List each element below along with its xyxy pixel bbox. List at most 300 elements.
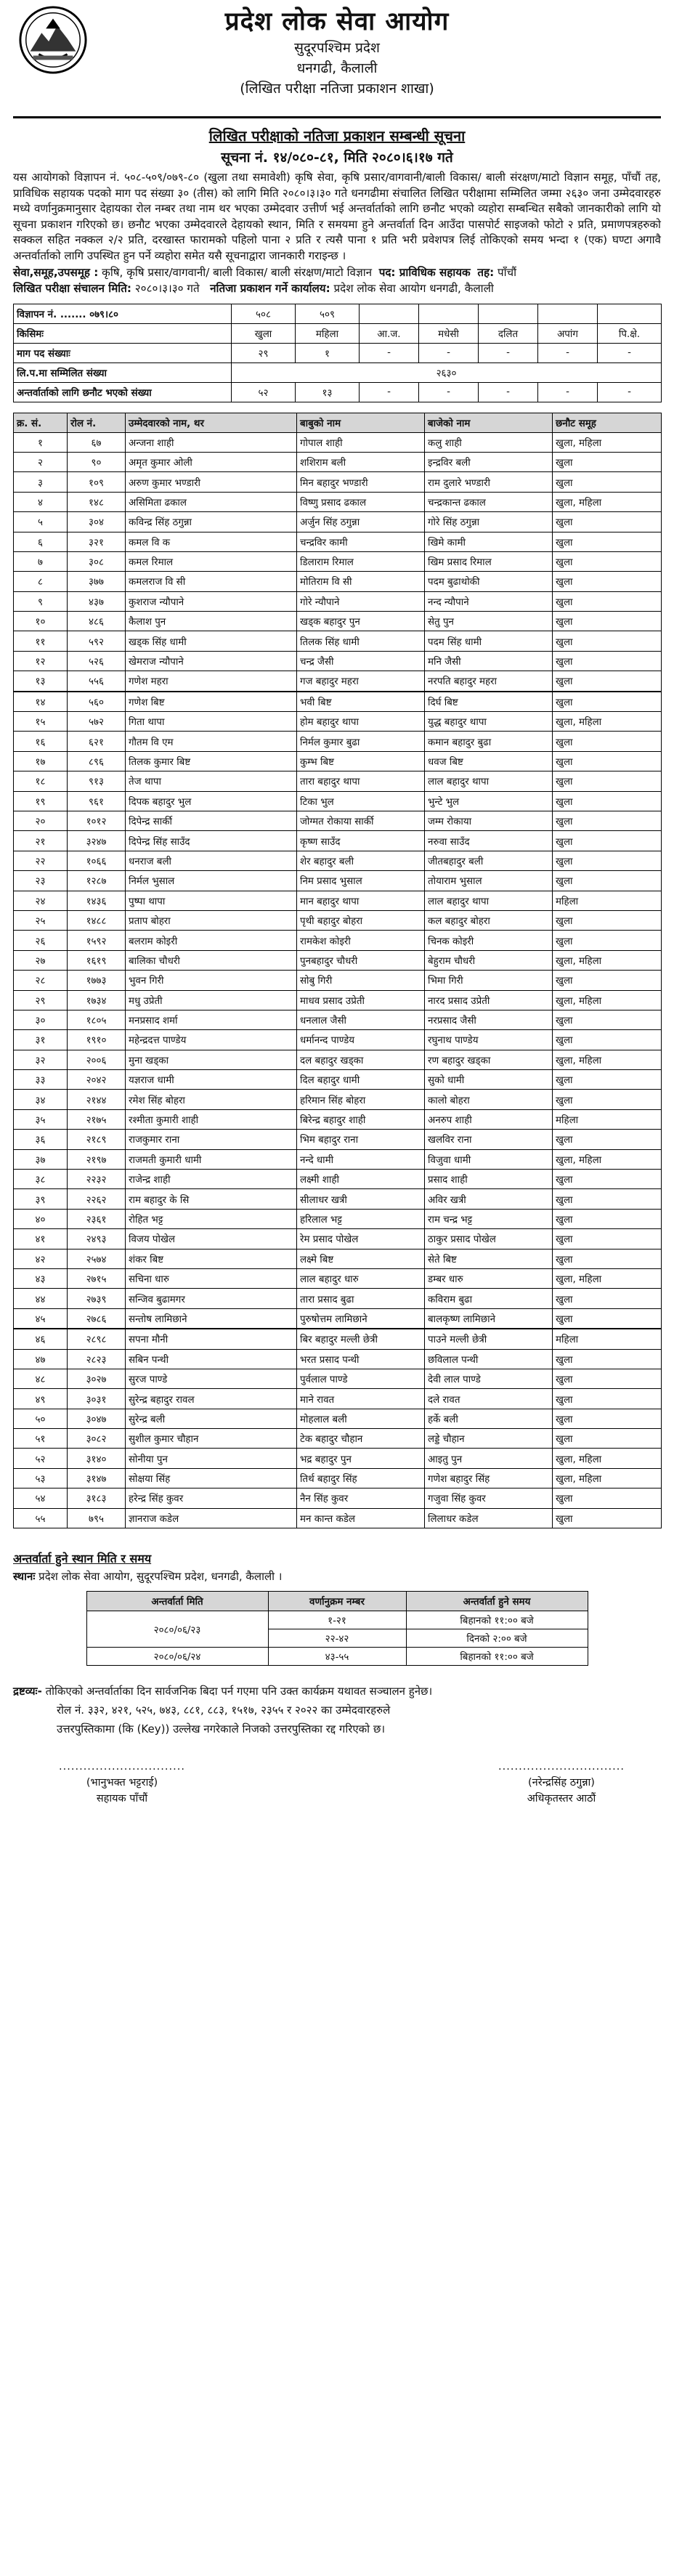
summary-type-row-cell: खुला — [232, 323, 296, 343]
grandfather-name-cell: आइतु पुन — [425, 1449, 553, 1468]
roll-cell: १४८८ — [68, 910, 126, 930]
summary-demand-row — [14, 343, 662, 362]
group-cell: खुला, महिला — [553, 1268, 662, 1288]
table-row — [14, 1349, 662, 1369]
header-divider — [13, 116, 661, 118]
summary-type-row-cell: पि.क्षे. — [598, 323, 662, 343]
serial-cell: २३ — [14, 871, 68, 891]
table-row — [14, 1149, 662, 1169]
group-cell: खुला, महिला — [553, 1050, 662, 1069]
candidate-name-cell: मधु उप्रेती — [126, 990, 297, 1010]
summary-table — [13, 304, 662, 402]
table-row — [14, 1010, 662, 1029]
serial-cell: १ — [14, 432, 68, 452]
group-cell: महिला — [553, 1109, 662, 1129]
roll-cell: २१७५ — [68, 1109, 126, 1129]
father-name-cell: तारा बहादुर थापा — [297, 771, 425, 791]
group-cell: खुला — [553, 1489, 662, 1508]
grandfather-name-cell: सेते बिष्ट — [425, 1249, 553, 1268]
level-value: पाँचौं — [497, 265, 517, 279]
table-row — [14, 1130, 662, 1149]
roll-cell: २२३२ — [68, 1170, 126, 1189]
summary-type-row-cell: किसिमः — [14, 323, 232, 343]
table-row — [14, 1249, 662, 1268]
group-cell: खुला — [553, 771, 662, 791]
summary-selected-row-cell: ५२ — [232, 382, 296, 402]
roll-cell: २१८९ — [68, 1130, 126, 1149]
table-row — [14, 532, 662, 551]
candidate-name-cell: खेमराज न्यौपाने — [126, 651, 297, 671]
group-cell: खुला, महिला — [553, 950, 662, 970]
office-label: नतिजा प्रकाशन गर्ने कार्यालय: — [210, 281, 330, 295]
father-name-cell: माने रावत — [297, 1389, 425, 1409]
signature-right-name: (नरेन्द्रसिंह ठगुन्ना) — [528, 1777, 595, 1789]
roll-cell: २८९८ — [68, 1329, 126, 1349]
father-name-cell: लक्ष्मी शाही — [297, 1170, 425, 1189]
group-cell: खुला — [553, 971, 662, 990]
roll-cell: १६१९ — [68, 950, 126, 970]
grandfather-name-cell: नरप्रसाद जैसी — [425, 1010, 553, 1029]
summary-demand-row-cell: माग पद संख्याः — [14, 343, 232, 362]
group-cell: खुला — [553, 472, 662, 492]
summary-ad-row-cell — [598, 304, 662, 323]
summary-demand-row-cell: २९ — [232, 343, 296, 362]
summary-type-row-cell: आ.ज. — [360, 323, 419, 343]
roll-cell: २०४२ — [68, 1070, 126, 1090]
notice-page — [13, 0, 661, 1824]
candidates-column-header: बाबुको नाम — [297, 413, 425, 432]
father-name-cell: जोग्मत रोकाया सार्की — [297, 811, 425, 830]
candidates-header-row — [14, 413, 662, 432]
summary-selected-row-cell: १३ — [296, 382, 360, 402]
group-cell: खुला — [553, 1130, 662, 1149]
table-row — [14, 612, 662, 631]
father-name-cell: पुरुषोत्तम लामिछाने — [297, 1308, 425, 1329]
group-cell: खुला — [553, 452, 662, 471]
roll-cell: ८९६ — [68, 751, 126, 771]
grandfather-name-cell: राम दुलारे भण्डारी — [425, 472, 553, 492]
candidate-name-cell: प्रताप बोहरा — [126, 910, 297, 930]
summary-appeared-row — [14, 362, 662, 382]
father-name-cell: नैन सिंह कुवर — [297, 1489, 425, 1508]
group-cell: खुला — [553, 1189, 662, 1209]
father-name-cell: गोरे न्यौपाने — [297, 591, 425, 611]
candidate-name-cell: सुरज पाण्डे — [126, 1369, 297, 1388]
table-row — [14, 591, 662, 611]
group-cell: खुला — [553, 1249, 662, 1268]
group-cell: खुला — [553, 751, 662, 771]
exam-date-value: २०८०।३।३० गते — [134, 281, 200, 295]
candidates-column-header: क्र. सं. — [14, 413, 68, 432]
candidate-name-cell: कविन्द्र सिंह ठगुन्ना — [126, 512, 297, 532]
table-row — [14, 712, 662, 732]
roll-cell: २७८६ — [68, 1308, 126, 1329]
roll-cell: ३२१ — [68, 532, 126, 551]
summary-ad-row-cell — [419, 304, 479, 323]
serial-cell: ४ — [14, 492, 68, 511]
roll-cell: १७७३ — [68, 971, 126, 990]
grandfather-name-cell: नरुवा साउँद — [425, 831, 553, 851]
candidates-column-header: रोल नं. — [68, 413, 126, 432]
father-name-cell: दल बहादुर खड्का — [297, 1050, 425, 1069]
serial-cell: १२ — [14, 651, 68, 671]
group-cell: खुला — [553, 1409, 662, 1428]
serial-cell: ३९ — [14, 1189, 68, 1209]
serial-cell: २२ — [14, 851, 68, 870]
father-name-cell: चन्द्र जैसी — [297, 651, 425, 671]
roll-cell: ५५६ — [68, 671, 126, 692]
roll-cell: ५९२ — [68, 631, 126, 651]
table-row — [14, 1229, 662, 1249]
group-cell: खुला — [553, 1389, 662, 1409]
candidate-name-cell: गणेश महरा — [126, 671, 297, 692]
candidate-name-cell: तिलक कुमार बिष्ट — [126, 751, 297, 771]
serial-cell: ४० — [14, 1209, 68, 1228]
table-row — [14, 831, 662, 851]
summary-demand-row-cell: - — [538, 343, 598, 362]
signature-right — [478, 1759, 645, 1807]
serial-cell: ५५ — [14, 1508, 68, 1528]
notes-label: द्रष्टव्यः- — [13, 1685, 42, 1698]
group-cell: खुला — [553, 1508, 662, 1528]
candidate-name-cell: यज्ञराज धामी — [126, 1070, 297, 1090]
table-row — [14, 1308, 662, 1329]
grandfather-name-cell: गोरे सिंह ठगुन्ना — [425, 512, 553, 532]
candidate-name-cell: रश्मीता कुमारी शाही — [126, 1109, 297, 1129]
roll-cell: ६७ — [68, 432, 126, 452]
organization-name: प्रदेश लोक सेवा आयोग — [224, 7, 450, 36]
candidate-name-cell: मनप्रसाद शर्मा — [126, 1010, 297, 1029]
serial-cell: ५४ — [14, 1489, 68, 1508]
roll-cell: ५७२ — [68, 712, 126, 732]
candidate-name-cell: सोनीया पुन — [126, 1449, 297, 1468]
group-cell: खुला — [553, 1010, 662, 1029]
grandfather-name-cell: इन्द्रविर बली — [425, 452, 553, 471]
grandfather-name-cell: राम चन्द्र भट्ट — [425, 1209, 553, 1228]
group-cell: महिला — [553, 1329, 662, 1349]
summary-ad-row-cell: विज्ञापन नं. ....... ०७९।८० — [14, 304, 232, 323]
candidate-name-cell: अरुण कुमार भण्डारी — [126, 472, 297, 492]
serial-cell: ४४ — [14, 1289, 68, 1308]
father-name-cell: सोबु गिरी — [297, 971, 425, 990]
serial-cell: ४५ — [14, 1308, 68, 1329]
roll-cell: २५७४ — [68, 1249, 126, 1268]
grandfather-name-cell: बेहुराम चौधरी — [425, 950, 553, 970]
group-cell: खुला — [553, 1170, 662, 1189]
candidates-table — [13, 413, 662, 1528]
father-name-cell: मिन बहादुर भण्डारी — [297, 472, 425, 492]
grandfather-name-cell: युद्ध बहादुर थापा — [425, 712, 553, 732]
serial-cell: २७ — [14, 950, 68, 970]
group-cell: खुला — [553, 1209, 662, 1228]
group-cell: खुला — [553, 1030, 662, 1050]
father-name-cell: डिलाराम रिमाल — [297, 551, 425, 571]
table-row — [14, 512, 662, 532]
summary-type-row-cell: मधेसी — [419, 323, 479, 343]
roll-cell: ९६१ — [68, 791, 126, 811]
summary-type-row-cell: महिला — [296, 323, 360, 343]
serial-cell: ४६ — [14, 1329, 68, 1349]
letterhead — [13, 0, 661, 125]
summary-ad-row-cell: ५०८ — [232, 304, 296, 323]
roll-cell: २८२३ — [68, 1349, 126, 1369]
grandfather-name-cell: कल बहादुर बोहरा — [425, 910, 553, 930]
serial-cell: ८ — [14, 572, 68, 591]
table-row — [14, 1189, 662, 1209]
group-cell: खुला — [553, 1090, 662, 1109]
table-row — [14, 990, 662, 1010]
serial-cell: ५० — [14, 1409, 68, 1428]
candidate-name-cell: सुरेन्द्र बहादुर रावल — [126, 1389, 297, 1409]
serial-cell: ५ — [14, 512, 68, 532]
signature-right-dots: ............................... — [498, 1761, 625, 1773]
summary-selected-row-cell: - — [598, 382, 662, 402]
table-row — [14, 1449, 662, 1468]
father-name-cell: हरिलाल भट्ट — [297, 1209, 425, 1228]
roll-cell: १०१२ — [68, 811, 126, 830]
candidate-name-cell: दिपक बहादुर भुल — [126, 791, 297, 811]
grandfather-name-cell: गजुवा सिंह कुवर — [425, 1489, 553, 1508]
candidate-name-cell: राजकुमार राना — [126, 1130, 297, 1149]
serial-cell: २ — [14, 452, 68, 471]
grandfather-name-cell: नारद प्रसाद उप्रेती — [425, 990, 553, 1010]
summary-demand-row-cell: - — [419, 343, 479, 362]
father-name-cell: तारा प्रसाद बुढा — [297, 1289, 425, 1308]
table-row — [14, 1268, 662, 1288]
interview-section-title: अन्तर्वार्ता हुने स्थान मिति र समय — [13, 1552, 152, 1566]
candidate-name-cell: मुना खड्का — [126, 1050, 297, 1069]
table-row — [14, 1050, 662, 1069]
roll-cell: ९१३ — [68, 771, 126, 791]
father-name-cell: टिका भुल — [297, 791, 425, 811]
summary-type-row-cell: अपांग — [538, 323, 598, 343]
roll-cell: २२६२ — [68, 1189, 126, 1209]
grandfather-name-cell: सेतु पुन — [425, 612, 553, 631]
group-cell: खुला — [553, 791, 662, 811]
serial-cell: १३ — [14, 671, 68, 692]
roll-cell: ३०२७ — [68, 1369, 126, 1388]
table-row — [14, 732, 662, 751]
father-name-cell: मान बहादुर थापा — [297, 891, 425, 910]
father-name-cell: कृष्ण साउँद — [297, 831, 425, 851]
candidate-name-cell: असिमिता ढकाल — [126, 492, 297, 511]
candidate-name-cell: सचिना धारु — [126, 1268, 297, 1288]
candidate-name-cell: रमेश सिंह बोहरा — [126, 1090, 297, 1109]
table-row — [14, 871, 662, 891]
schedule-time-cell: बिहानको ११:०० बजे — [406, 1648, 588, 1666]
summary-selected-row-cell: अन्तर्वार्ताको लागि छनौट भएको संख्या — [14, 382, 232, 402]
venue-label: स्थानः — [13, 1570, 36, 1584]
group-cell: खुला — [553, 1308, 662, 1329]
roll-cell: २००६ — [68, 1050, 126, 1069]
summary-selected-row-cell: - — [419, 382, 479, 402]
summary-ad-row-cell — [479, 304, 538, 323]
table-row — [14, 1070, 662, 1090]
grandfather-name-cell: छविलाल पन्थी — [425, 1349, 553, 1369]
schedule-header-date: अन्तर्वार्ता मिति — [86, 1592, 268, 1611]
grandfather-name-cell: देवी लाल पाण्डे — [425, 1369, 553, 1388]
grandfather-name-cell: कलु शाही — [425, 432, 553, 452]
group-cell: खुला — [553, 931, 662, 950]
father-name-cell: गज बहादुर महरा — [297, 671, 425, 692]
summary-selected-row-cell: - — [479, 382, 538, 402]
note-1 — [13, 1682, 661, 1701]
serial-cell: ९ — [14, 591, 68, 611]
group-cell: महिला — [553, 891, 662, 910]
table-row — [14, 1369, 662, 1388]
group-cell: खुला, महिला — [553, 712, 662, 732]
serial-cell: ३१ — [14, 1030, 68, 1050]
grandfather-name-cell: लाल बहादुर थापा — [425, 771, 553, 791]
father-name-cell: भरत प्रसाद पन्थी — [297, 1349, 425, 1369]
table-row — [14, 551, 662, 571]
group-cell: खुला — [553, 732, 662, 751]
level-label: तह: — [477, 265, 495, 279]
note-2-continued: उत्तरपुस्तिकामा (कि (Key)) उल्लेख नगरेकाले निजको उत्तरपुस्तिका रद्द गरिएको छ। — [57, 1722, 386, 1736]
roll-cell: ३१४० — [68, 1449, 126, 1468]
venue-value: प्रदेश लोक सेवा आयोग, सुदूरपश्चिम प्रदेश, धनगढी, कैलाली । — [38, 1570, 283, 1584]
group-cell: खुला — [553, 851, 662, 870]
serial-cell: ४८ — [14, 1369, 68, 1388]
roll-cell: ३७७ — [68, 572, 126, 591]
summary-selected-row — [14, 382, 662, 402]
serial-cell: २४ — [14, 891, 68, 910]
serial-cell: ३८ — [14, 1170, 68, 1189]
table-row — [14, 910, 662, 930]
summary-demand-row-cell: - — [360, 343, 419, 362]
candidate-name-cell: सन्जिव बुढामगर — [126, 1289, 297, 1308]
grandfather-name-cell: दले रावत — [425, 1389, 553, 1409]
grandfather-name-cell: पाउने मल्ली छेत्री — [425, 1329, 553, 1349]
table-row — [14, 811, 662, 830]
summary-demand-row-cell: - — [479, 343, 538, 362]
summary-selected-row-cell: - — [538, 382, 598, 402]
grandfather-name-cell: गणेश बहादुर सिंह — [425, 1468, 553, 1488]
grandfather-name-cell: हर्के बली — [425, 1409, 553, 1428]
candidate-name-cell: पुष्पा थापा — [126, 891, 297, 910]
grandfather-name-cell: डम्बर धारु — [425, 1268, 553, 1288]
father-name-cell: पुनबहादुर चौधरी — [297, 950, 425, 970]
candidate-name-cell: गिता थापा — [126, 712, 297, 732]
roll-cell: ३०८ — [68, 551, 126, 571]
serial-cell: १७ — [14, 751, 68, 771]
group-cell: खुला — [553, 612, 662, 631]
candidate-name-cell: दिपेन्द्र सार्की — [126, 811, 297, 830]
father-name-cell: बिरेन्द्र बहादुर शाही — [297, 1109, 425, 1129]
father-name-cell: बिर बहादुर मल्ली छेत्री — [297, 1329, 425, 1349]
serial-cell: २८ — [14, 971, 68, 990]
candidate-name-cell: कमल वि क — [126, 532, 297, 551]
service-value: कृषि, कृषि प्रसार/वागवानी/ बाली विकास/ बाली संरक्षण/माटो विज्ञान — [102, 265, 373, 279]
roll-cell: २३६१ — [68, 1209, 126, 1228]
serial-cell: १८ — [14, 771, 68, 791]
exam-date-label: लिखित परीक्षा संचालन मिति: — [13, 281, 131, 295]
grandfather-name-cell: ठाकुर प्रसाद पोखेल — [425, 1229, 553, 1249]
table-row — [14, 472, 662, 492]
summary-type-row — [14, 323, 662, 343]
office-value: प्रदेश लोक सेवा आयोग धनगढी, कैलाली — [333, 281, 494, 295]
roll-cell: ७९५ — [68, 1508, 126, 1528]
table-row — [14, 692, 662, 712]
candidate-name-cell: कमल रिमाल — [126, 551, 297, 571]
post-label: पद: प्राविधिक सहायक — [378, 265, 471, 279]
candidate-name-cell: दिपेन्द्र सिंह साउँद — [126, 831, 297, 851]
serial-cell: ३३ — [14, 1070, 68, 1090]
roll-cell: ५२६ — [68, 651, 126, 671]
father-name-cell: लाल बहादुर धारु — [297, 1268, 425, 1288]
group-cell: खुला — [553, 1289, 662, 1308]
table-row — [14, 791, 662, 811]
table-row — [14, 671, 662, 692]
table-row — [14, 751, 662, 771]
father-name-cell: रेम प्रसाद पोखेल — [297, 1229, 425, 1249]
group-cell: खुला — [553, 811, 662, 830]
group-cell: खुला — [553, 631, 662, 651]
serial-cell: ३० — [14, 1010, 68, 1029]
roll-cell: ६२१ — [68, 732, 126, 751]
serial-cell: १५ — [14, 712, 68, 732]
signature-block — [13, 1759, 661, 1824]
table-row — [14, 1289, 662, 1308]
table-row — [14, 851, 662, 870]
interview-venue — [13, 1568, 661, 1585]
father-name-cell: हरिमान सिंह बोहरा — [297, 1090, 425, 1109]
father-name-cell: मोहलाल बली — [297, 1409, 425, 1428]
grandfather-name-cell: लिलाधर कडेल — [425, 1508, 553, 1528]
grandfather-name-cell: चिनक कोइरी — [425, 931, 553, 950]
father-name-cell: शशिराम बली — [297, 452, 425, 471]
candidate-name-cell: शंकर बिष्ट — [126, 1249, 297, 1268]
candidate-name-cell: सोक्षया सिंह — [126, 1468, 297, 1488]
summary-type-row-cell: दलित — [479, 323, 538, 343]
table-row — [14, 452, 662, 471]
note-1-text: तोकिएको अन्तर्वार्ताका दिन सार्वजनिक बिदा पर्न गएमा पनि उक्त कार्यक्रम यथावत सञ्चालन हुनेछ। — [45, 1685, 433, 1698]
grandfather-name-cell: लाल बहादुर थापा — [425, 891, 553, 910]
group-cell: खुला, महिला — [553, 990, 662, 1010]
father-name-cell: सीलाधर खत्री — [297, 1189, 425, 1209]
summary-appeared-value: २६३० — [232, 362, 662, 382]
interview-schedule-table — [86, 1591, 588, 1666]
group-cell: खुला — [553, 831, 662, 851]
schedule-order-cell: १-२१ — [268, 1611, 406, 1629]
summary-ad-row-cell: ५०९ — [296, 304, 360, 323]
grandfather-name-cell: अविर खत्री — [425, 1189, 553, 1209]
grandfather-name-cell: भुन्टे भुल — [425, 791, 553, 811]
father-name-cell: मोतिराम वि सी — [297, 572, 425, 591]
serial-cell: ३२ — [14, 1050, 68, 1069]
father-name-cell: निर्मल कुमार बुढा — [297, 732, 425, 751]
roll-cell: ३०३१ — [68, 1389, 126, 1409]
candidate-name-cell: हरेन्द्र सिंह कुवर — [126, 1489, 297, 1508]
grandfather-name-cell: खिम प्रसाद रिमाल — [425, 551, 553, 571]
signature-left-name: (भानुभक्त भट्टराई) — [86, 1777, 158, 1789]
father-name-cell: निम प्रसाद भुसाल — [297, 871, 425, 891]
serial-cell: ५१ — [14, 1429, 68, 1449]
candidate-name-cell: सन्तोष लामिछाने — [126, 1308, 297, 1329]
grandfather-name-cell: बालकृष्ण लामिछाने — [425, 1308, 553, 1329]
roll-cell: ४३७ — [68, 591, 126, 611]
serial-cell: ४३ — [14, 1268, 68, 1288]
roll-cell: २७१५ — [68, 1268, 126, 1288]
roll-cell: ३०४ — [68, 512, 126, 532]
serial-cell: १० — [14, 612, 68, 631]
office-location: धनगढी, कैलाली — [296, 60, 378, 76]
candidate-name-cell: तेज थापा — [126, 771, 297, 791]
group-cell: खुला — [553, 551, 662, 571]
table-row — [14, 1030, 662, 1050]
grandfather-name-cell: कालो बोहरा — [425, 1090, 553, 1109]
candidate-name-cell: कैलाश पुन — [126, 612, 297, 631]
